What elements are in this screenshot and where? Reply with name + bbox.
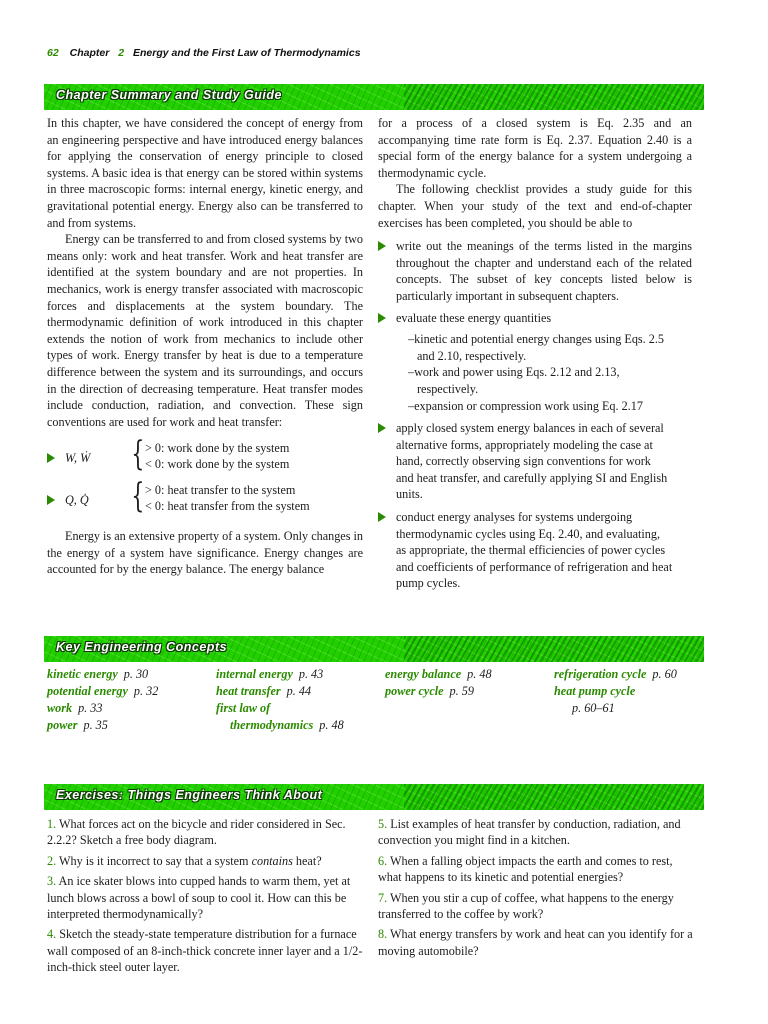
exercise-item: 4. Sketch the steady-state temperature distribution for a furnace wall composed of an 8-inch-thick concrete inner layer and a 1/2-inch-thick steel outer layer. [47,927,363,975]
checklist-item-2 [378,310,692,327]
energy-quantities-list [378,331,692,414]
checklist-item-3-line: apply closed system energy balances in each of several [396,421,664,436]
checklist-item-3 [378,420,692,503]
heat-symbol: Q, Q̇ [65,493,89,508]
bullet-arrow-icon [378,313,386,323]
sub-item-1-cont: and 2.10, respectively. [417,348,527,363]
key-concept-entry: thermodynamics p. 48 [230,718,344,732]
exercise-item: 7. When you stir a cup of coffee, what happens to the energy transferred to the coffee by work? [378,890,674,922]
chapter-number: 2 [118,47,125,59]
checklist-item-2-text: evaluate these energy quantities [396,310,552,325]
exercises-heading: Exercises: Things Engineers Think About [56,788,323,802]
checklist-item-1-text: write out the meanings of the terms listed in the margins throughout the chapter and understand each of the related concepts. The subset of key concepts listed below is particularly important in subsequent chapters. [396,239,692,303]
key-concept-entry: heat pump cycle [554,684,636,698]
exercises-right-column [378,816,694,963]
checklist-item-4-line: thermodynamic cycles using Eq. 2.40, and evaluating, [396,526,660,541]
heat-sign-convention [47,476,363,518]
heat-negative-text: < 0: heat transfer from the system [145,499,310,514]
sub-item-1: –kinetic and potential energy changes using Eqs. 2.5 [408,332,664,347]
checklist-item-4-line: conduct energy analyses for systems undergoing [396,510,633,525]
key-concept-entry: p. 60–61 [572,701,615,715]
key-concept-entry: power p. 35 [47,718,108,732]
page-number: 62 [47,47,59,59]
work-negative-text: < 0: work done by the system [145,457,290,472]
sub-item-2-cont: respectively. [417,381,479,396]
key-concepts-banner [44,636,704,662]
sub-item-3: –expansion or compression work using Eq. 2.17 [408,398,643,413]
summary-paragraph-3: Energy is an extensive property of a system. Only changes in the energy of a system have significance. Energy changes are accounted for by the energy balance. The energy balance [47,529,363,577]
key-concept-entry: power cycle p. 59 [385,684,474,698]
summary-paragraph-1: In this chapter, we have considered the concept of energy from an engineering perspective and have introduced energy balances for applying the conservation of energy principle to closed systems. A basic idea is that energy can be stored within systems in three macroscopic forms: internal energy, kinetic energy, and gravitational potential energy. Energy also can be transferred to and from systems. [47,116,363,230]
checklist-item-4-line: pump cycles. [396,576,461,591]
key-concepts-column-2 [216,666,344,734]
left-brace-icon: { [131,476,145,517]
bullet-arrow-icon [47,495,55,505]
running-header [47,47,361,59]
key-concept-entry: internal energy p. 43 [216,667,324,681]
bullet-arrow-icon [378,512,386,522]
exercises-banner [44,784,704,810]
exercise-item: 6. When a falling object impacts the earth and comes to rest, what happens to its kinetic and potential energies? [378,853,673,885]
checklist-item-4 [378,509,692,592]
exercises-left-column [47,816,365,980]
key-concepts-heading: Key Engineering Concepts [56,640,228,654]
key-concepts-column-4 [554,666,677,717]
summary-heading: Chapter Summary and Study Guide [56,88,282,102]
sub-item-2: –work and power using Eqs. 2.12 and 2.13, [408,365,620,380]
checklist-item-3-line: hand, correctly observing sign conventions for work [396,454,651,469]
left-brace-icon: { [131,434,145,475]
key-concept-entry: potential energy p. 32 [47,684,159,698]
bullet-arrow-icon [47,453,55,463]
work-positive-text: > 0: work done by the system [145,441,290,456]
bullet-arrow-icon [378,423,386,433]
exercise-item: 2. Why is it incorrect to say that a system contains heat? [47,853,322,868]
work-symbol: W, Ẇ [65,451,91,466]
summary-paragraph-5: The following checklist provides a study guide for this chapter. When your study of the text and end-of-chapter exercises has been completed, you should be able to [378,182,692,230]
work-sign-convention [47,434,363,476]
exercise-item: 8. What energy transfers by work and heat can you identify for a moving automobile? [378,927,693,958]
key-concepts-column-3 [385,666,492,700]
summary-left-column [47,115,363,578]
chapter-label: Chapter [69,47,110,59]
checklist-item-4-line: and coefficients of performance of refrigeration and heat [396,559,673,574]
key-concepts-column-1 [47,666,158,734]
checklist-item-3-line: alternative forms, appropriately modeling the case at [396,437,653,452]
summary-right-column [378,115,692,592]
key-concept-entry: energy balance p. 48 [385,667,492,681]
key-concept-entry: refrigeration cycle p. 60 [554,667,677,681]
bullet-arrow-icon [378,241,386,251]
summary-paragraph-4: for a process of a closed system is Eq. 2.35 and an accompanying time rate form is Eq. 2.37. Equation 2.40 is a special form of the energy balance for a system undergoing a thermodynamic cycle. [378,116,692,180]
summary-banner [44,84,704,110]
checklist-item-3-line: units. [396,487,423,502]
exercise-item: 1. What forces act on the bicycle and rider considered in Sec. 2.2.2? Sketch a free body diagram. [47,817,346,848]
key-concept-entry: first law of [216,701,271,715]
summary-paragraph-2: Energy can be transferred to and from closed systems by two means only: work and heat transfer. Work and heat transfer are identified at the system boundary and are not properties. In mechanics, work is energy transfer associated with macroscopic forces and displacements at the system boundary. The thermodynamic definition of work introduced in this chapter extends the notion of work from mechanics to include other types of work. Energy transfer by heat is due to a temperature difference between the system and its surroundings, and occurs in the direction of decreasing temperature. Heat transfer modes include conduction, radiation, and convection. These sign conventions are used for work and heat transfer: [47,232,363,429]
key-concept-entry: kinetic energy p. 30 [47,667,149,681]
checklist-item-3-line: and heat transfer, and carefully applying SI and English [396,470,668,485]
chapter-title: Energy and the First Law of Thermodynamics [132,47,361,59]
heat-positive-text: > 0: heat transfer to the system [145,483,296,498]
exercise-item: 5. List examples of heat transfer by conduction, radiation, and convection you might find in a kitchen. [378,817,681,848]
key-concept-entry: work p. 33 [47,701,103,715]
checklist-item-4-line: as appropriate, the thermal efficiencies of power cycles [396,543,666,558]
checklist-item-1 [378,238,692,304]
key-concept-entry: heat transfer p. 44 [216,684,312,698]
exercise-item: 3. An ice skater blows into cupped hands to warm them, yet at lunch blows across a bowl of soup to cool it. How can this be interpreted thermodynamically? [47,874,351,922]
